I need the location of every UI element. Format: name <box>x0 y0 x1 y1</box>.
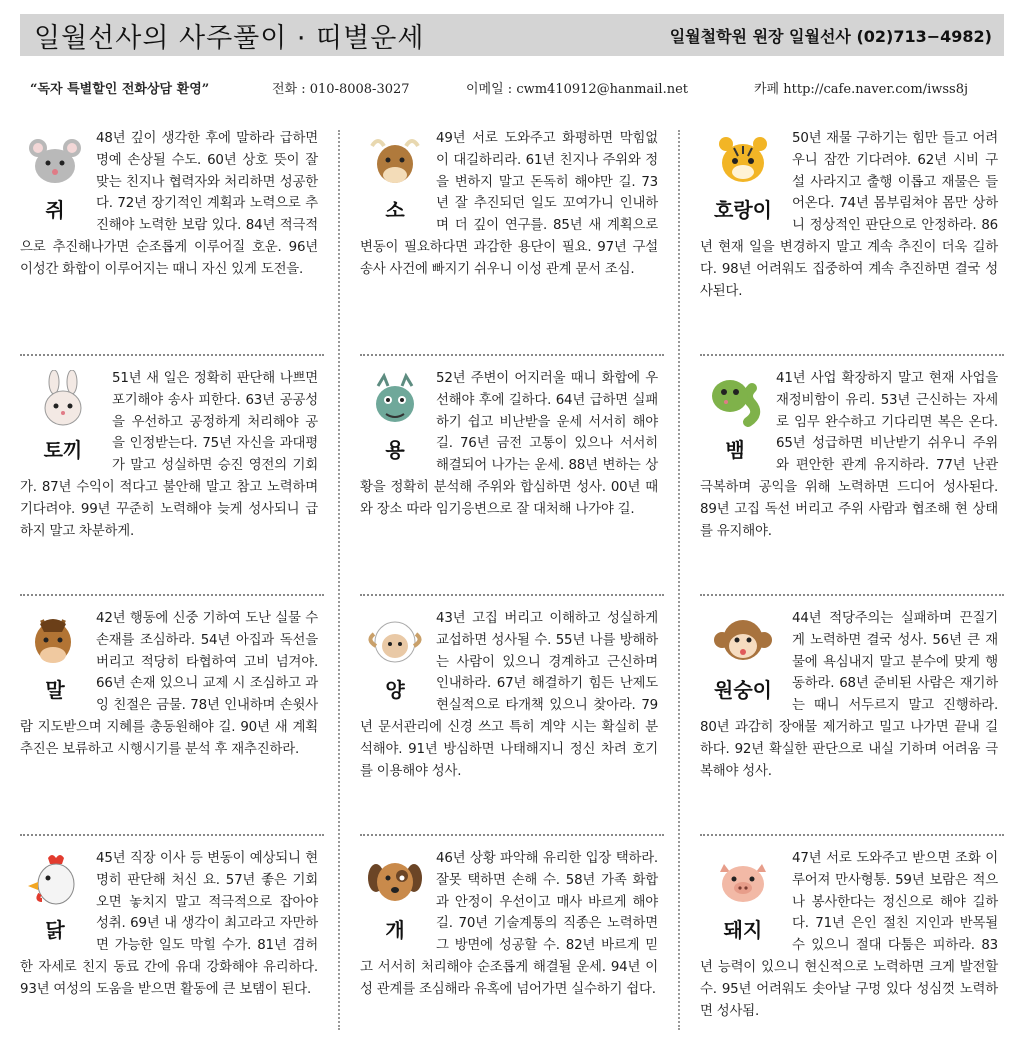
zodiac-thumb <box>360 370 430 463</box>
page-title: 일월선사의 사주풀이 · 띠별운세 <box>34 22 425 54</box>
zodiac-entry <box>20 600 324 840</box>
zodiac-thumb <box>20 370 106 463</box>
zodiac-thumb <box>360 610 430 703</box>
zodiac-fortune-text: 44년 적당주의는 실패하며 끈질기게 노력하면 결국 성사. 56년 큰 재물에 욕심내지 말고 분수에 맞게 행동하라. 68년 준비된 사람은 재기하는 때니 서두르지 말고 진행하라. 80년 과감히 장애물 제거하고 밀고 나가면 끝내 길하다. 92년 확실한 판단으로 내실 기하며 어려움 극복해야 성사. <box>700 611 998 779</box>
zodiac-thumb <box>700 130 786 223</box>
contact-bar <box>20 74 1004 98</box>
zodiac-fortune-text: 41년 사업 확장하지 말고 현재 사업을 재정비함이 유리. 53년 근신하는 자세로 임무 완수하고 기다리면 복은 온다. 65년 성급하면 비난받기 쉬우니 주위와 편안한 관계 유지하라. 77년 난관 극복하며 공익을 위해 노력하면 드디어 성사된다. 89년 고집 독선 버리고 주위 사람과 협조해 현 상태를 유지해야. <box>700 371 998 539</box>
dragon-icon <box>360 370 430 432</box>
zodiac-name: 개 <box>385 918 405 942</box>
zodiac-thumb <box>360 850 430 943</box>
zodiac-name: 말 <box>45 678 65 702</box>
snake-icon <box>700 370 770 432</box>
contact-email: 이메일 : cwm410912@hanmail.net <box>466 82 688 97</box>
zodiac-name: 토끼 <box>43 438 83 462</box>
zodiac-name: 쥐 <box>45 198 65 222</box>
contact-phone: 전화 : 010-8008-3027 <box>272 82 410 97</box>
ox-icon <box>360 130 430 192</box>
rat-icon <box>20 130 90 192</box>
zodiac-name: 용 <box>385 438 405 462</box>
sheep-icon <box>360 610 430 672</box>
zodiac-fortune-text: 51년 새 일은 정확히 판단해 나쁘면 포기해야 송사 피한다. 63년 공공성을 우선하고 공정하게 처리해야 공을 인정받는다. 75년 자신을 과대평가 말고 성실하면 승진 영전의 기회가. 87년 수익이 적다고 불안해 말고 참고 노력하며 기다려야. 99년 꾸준히 노력해야 늦게 성사되니 급하지 말고 차분하게. <box>20 371 318 539</box>
pig-icon <box>700 850 786 912</box>
dog-icon <box>360 850 430 912</box>
monkey-icon <box>700 610 786 672</box>
zodiac-entry <box>360 600 664 840</box>
zodiac-entry <box>20 120 324 360</box>
tiger-icon <box>700 130 786 192</box>
zodiac-thumb <box>700 370 770 463</box>
zodiac-name: 양 <box>385 678 405 702</box>
zodiac-name: 닭 <box>45 918 65 942</box>
contact-slogan: “독자 특별할인 전화상담 환영” <box>30 82 210 97</box>
zodiac-entry <box>360 120 664 360</box>
horse-icon <box>20 610 90 672</box>
zodiac-entry <box>20 360 324 600</box>
zodiac-fortune-text: 43년 고집 버리고 이해하고 성실하게 교섭하면 성사될 수. 55년 나를 방해하는 사람이 있으니 경계하고 근신하며 인내하라. 67년 해결하기 힘든 난제도 현실적으로 타개책 있으니 찾아라. 79년 문서관리에 신경 쓰고 특히 계약 시는 확실히 분석해야. 91년 방심하면 나태해지니 정신 차려 호기를 이용해야 성사. <box>360 611 658 779</box>
zodiac-fortune-text: 48년 깊이 생각한 후에 말하라 급하면 명예 손상될 수도. 60년 상호 뜻이 잘 맞는 친지나 협력자와 처리하면 성공한다. 72년 장기적인 계획과 노력으로 추진해야 노력한 보람 있다. 84년 적극적으로 추진해나가면 순조롭게 이루어질 호운. 96년 이성간 화합이 이루어지는 때니 자신 있게 도전을. <box>20 131 318 277</box>
zodiac-fortune-text: 46년 상황 파악해 유리한 입장 택하라. 잘못 택하면 손해 수. 58년 가족 화합과 안정이 우선이고 매사 바르게 해야 길. 70년 기술계통의 직종은 노력하면 그 방면에 성공할 수. 82년 바르게 믿고 서서히 처리해야 순조롭게 해결될 운세. 94년 이성 관계를 조심해라 유혹에 넘어가면 실수하기 쉽다. <box>360 851 658 997</box>
zodiac-fortune-text: 49년 서로 도와주고 화평하면 막힘없이 대길하리라. 61년 친지나 주위와 정을 변하지 말고 돈독히 해야만 길. 73년 잘 추진되던 일도 꼬여가니 인내하며 더 깊이 연구를. 85년 새 계획으로 변동이 필요하다면 과감한 용단이 필요. 97년 구설 송사 사건에 빠지기 쉬우니 이성 관계 문서 조심. <box>360 131 658 277</box>
zodiac-name: 돼지 <box>723 918 763 942</box>
zodiac-fortune-text: 47년 서로 도와주고 받으면 조화 이루어져 만사형통. 59년 보람은 적으나 봉사한다는 정신으로 해야 길하다. 71년 은인 절친 지인과 반목될 수 있으니 절대 다툼은 피하라. 83년 능력이 있으니 현신적으로 노력하면 크게 발전할 수. 95년 어려워도 솟아날 구멍 있다 성심껏 노력하면 성사됨. <box>700 851 998 1019</box>
zodiac-fortune-text: 50년 재물 구하기는 힘만 들고 어려우니 잠깐 기다려야. 62년 시비 구설 사라지고 출행 이롭고 재물은 들어온다. 74년 몸부림쳐야 몸만 상하니 정상적인 판단으로 안정하라. 86년 현재 일을 변경하지 말고 계속 추진이 더욱 길하다. 98년 어려워도 집중하여 계속 추진하면 결국 성사된다. <box>700 131 998 299</box>
zodiac-thumb <box>700 610 786 703</box>
header-banner <box>20 14 1004 56</box>
zodiac-fortune-text: 42년 행동에 신중 기하여 도난 실물 수 손재를 조심하라. 54년 아집과 독선을 버리고 적당히 타협하여 고비 넘겨야. 66년 손재 있으니 교제 시 조심하고 과잉 친절은 금물. 78년 인내하며 손윗사람 지도받으며 지혜를 총동원해야 길. 90년 새 계획추진은 보류하고 시행시기를 분석 후 재추진하라. <box>20 611 318 757</box>
zodiac-entry <box>20 840 324 1042</box>
zodiac-entry <box>700 360 1004 600</box>
zodiac-fortune-text: 52년 주변이 어지러울 때니 화합에 우선해야 후에 길하다. 64년 급하면 실패하기 쉽고 비난받을 운세 서서히 해야 길. 76년 금전 고통이 있으나 서서히 해결되어 나가는 운세. 88년 변하는 상황을 정확히 분석해 주위와 합심하면 성사. 00년 때와 장소 따라 임기응변으로 잘 대처해 나가야 길. <box>360 371 658 517</box>
zodiac-thumb <box>20 610 90 703</box>
zodiac-thumb <box>700 850 786 943</box>
zodiac-entry <box>360 840 664 1042</box>
zodiac-grid <box>20 120 1004 1042</box>
zodiac-entry <box>700 120 1004 360</box>
zodiac-name: 호랑이 <box>714 198 772 222</box>
rabbit-icon <box>20 370 106 432</box>
zodiac-entry <box>360 360 664 600</box>
author-info: 일월철학원 원장 일월선사 (02)713−4982) <box>669 26 992 46</box>
rooster-icon <box>20 850 90 912</box>
zodiac-thumb <box>20 850 90 943</box>
zodiac-name: 뱀 <box>725 438 745 462</box>
zodiac-name: 원숭이 <box>714 678 772 702</box>
zodiac-name: 소 <box>385 198 405 222</box>
zodiac-thumb <box>20 130 90 223</box>
zodiac-entry <box>700 600 1004 840</box>
zodiac-entry <box>700 840 1004 1042</box>
contact-cafe-link[interactable]: 카페 http://cafe.naver.com/iwss8j <box>754 82 969 97</box>
zodiac-fortune-text: 45년 직장 이사 등 변동이 예상되니 현명히 판단해 처신 요. 57년 좋은 기회 오면 놓치지 말고 적극적으로 잡아야 성취. 69년 내 생각이 최고라고 자만하면 가능한 일도 막힐 수가. 81년 겸허한 자세로 친지 동료 간에 유대 강화해야 유리하다. 93년 여성의 도움을 받으면 활동에 큰 보탬이 된다. <box>20 851 318 997</box>
zodiac-thumb <box>360 130 430 223</box>
